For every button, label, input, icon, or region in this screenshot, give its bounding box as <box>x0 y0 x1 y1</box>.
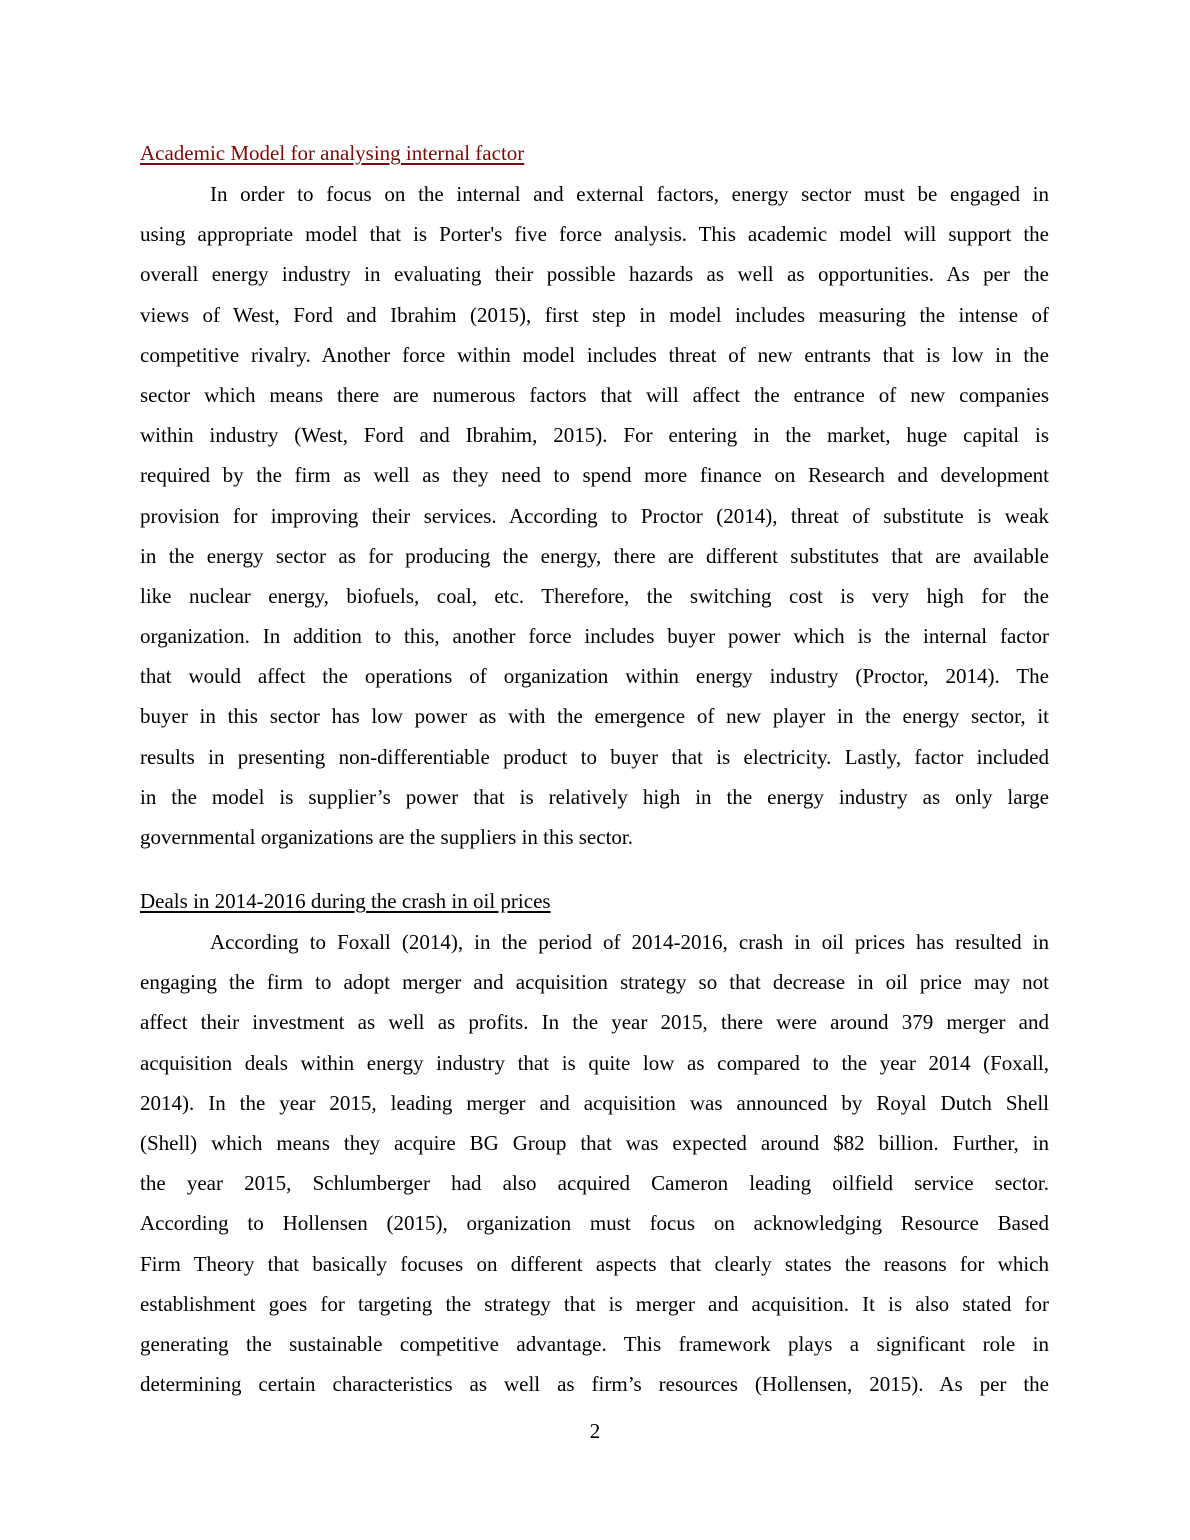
text-line: governmental organizations are the suppliers in this sector. <box>140 825 633 849</box>
text-line: views of West, Ford and Ibrahim (2015), first step in model includes measuring the intense of <box>140 302 1049 327</box>
text-line: like nuclear energy, biofuels, coal, etc. Therefore, the switching cost is very high for the <box>140 583 1049 608</box>
section-heading-oil-crash-deals: Deals in 2014-2016 during the crash in oil prices <box>140 889 551 913</box>
paragraph-porter-analysis <box>140 174 1049 857</box>
text-line: sector which means there are numerous factors that will affect the entrance of new companies <box>140 382 1049 407</box>
text-line: 2014). In the year 2015, leading merger and acquisition was announced by Royal Dutch Shell <box>140 1090 1049 1115</box>
text-line: within industry (West, Ford and Ibrahim, 2015). For entering in the market, huge capital is <box>140 423 1049 448</box>
text-line: engaging the firm to adopt merger and acquisition strategy so that decrease in oil price may not <box>140 970 1049 995</box>
text-line: Firm Theory that basically focuses on different aspects that clearly states the reasons for which <box>140 1251 1049 1276</box>
text-line: organization. In addition to this, another force includes buyer power which is the internal factor <box>140 624 1049 649</box>
text-line: buyer in this sector has low power as with the emergence of new player in the energy sector, it <box>140 704 1049 729</box>
section-heading-internal-factor: Academic Model for analysing internal factor <box>140 141 525 165</box>
text-line: (Shell) which means they acquire BG Group that was expected around $82 billion. Further, in <box>140 1130 1049 1155</box>
text-line: that would affect the operations of organization within energy industry (Proctor, 2014). The <box>140 664 1049 689</box>
text-line: According to Foxall (2014), in the period of 2014-2016, crash in oil prices has resulted in <box>210 930 1049 954</box>
text-line: generating the sustainable competitive advantage. This framework plays a significant role in <box>140 1331 1049 1356</box>
text-line: According to Hollensen (2015), organization must focus on acknowledging Resource Based <box>140 1211 1049 1236</box>
text-line: In order to focus on the internal and external factors, energy sector must be engaged in <box>210 182 1049 206</box>
text-line: the year 2015, Schlumberger had also acquired Cameron leading oilfield service sector. <box>140 1171 1049 1196</box>
text-line: required by the firm as well as they need to spend more finance on Research and development <box>140 463 1049 488</box>
text-line: using appropriate model that is Porter's five force analysis. This academic model will support the <box>140 222 1049 247</box>
text-line: in the model is supplier’s power that is relatively high in the energy industry as only large <box>140 784 1049 809</box>
text-line: in the energy sector as for producing the energy, there are different substitutes that are available <box>140 543 1049 568</box>
page-number: 2 <box>589 1419 601 1443</box>
text-line: competitive rivalry. Another force within model includes threat of new entrants that is low in the <box>140 342 1049 367</box>
text-line: acquisition deals within energy industry that is quite low as compared to the year 2014 (Foxall, <box>140 1050 1049 1075</box>
text-line: results in presenting non-differentiable product to buyer that is electricity. Lastly, factor included <box>140 744 1049 769</box>
text-line: overall energy industry in evaluating their possible hazards as well as opportunities. As per the <box>140 262 1049 287</box>
text-line: determining certain characteristics as well as firm’s resources (Hollensen, 2015). As per the <box>140 1372 1049 1397</box>
text-line: provision for improving their services. According to Proctor (2014), threat of substitute is weak <box>140 503 1049 528</box>
text-line: establishment goes for targeting the strategy that is merger and acquisition. It is also stated for <box>140 1291 1049 1316</box>
text-line: affect their investment as well as profits. In the year 2015, there were around 379 merger and <box>140 1010 1049 1035</box>
paragraph-oil-crash-deals <box>140 922 1049 1404</box>
